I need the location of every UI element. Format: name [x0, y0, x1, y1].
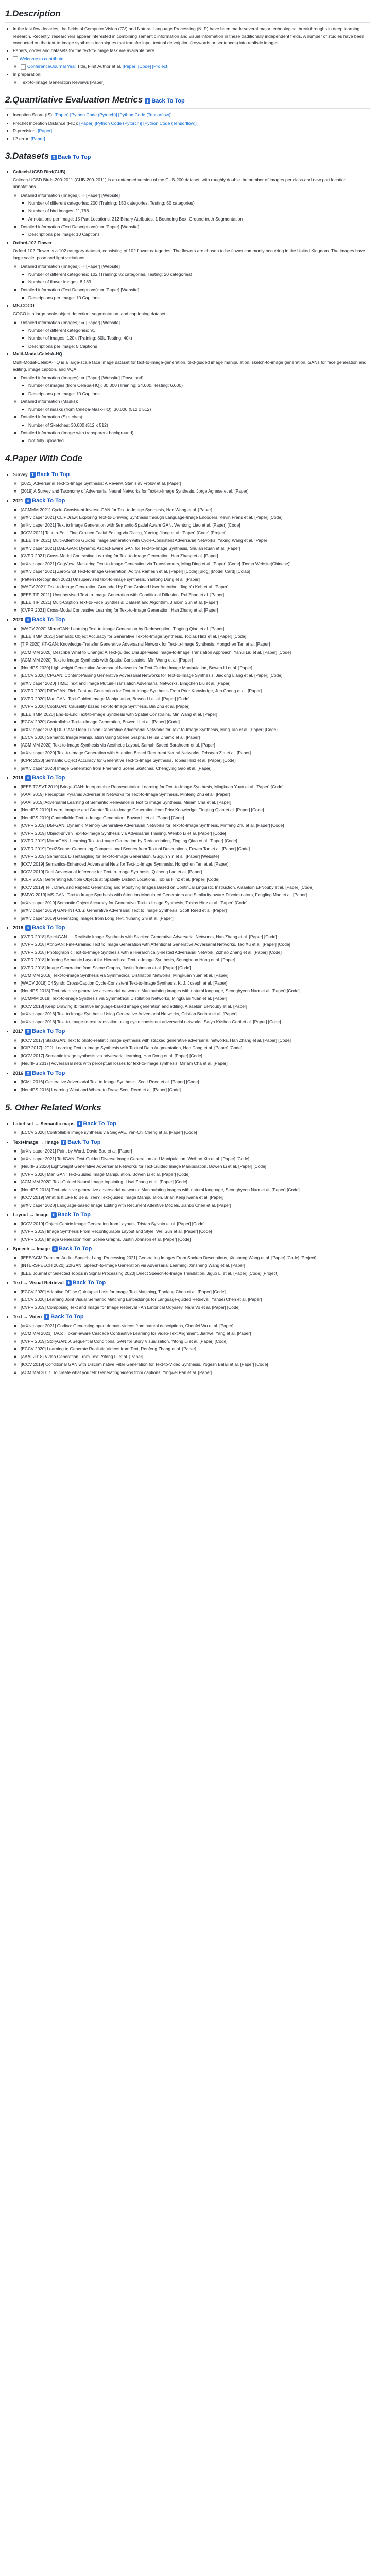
year-group-2018	[13, 924, 370, 1025]
back-to-top-button[interactable]: ⬆ Back To Top	[49, 1212, 91, 1218]
related-item[interactable]: ◦ [ECCV 2020] Learning Joint Visual Semantic Matching Embeddings for Language-guided Retrieval, Yanbei Chen et al. [Paper]	[21, 1296, 370, 1303]
paper-item[interactable]: ◦ [ACMMM 2021] Cycle-Consistent Inverse GAN for Text-to-Image Synthesis, Hao Wang et al. [Paper]	[21, 506, 370, 513]
paper-item[interactable]: ◦ [ACM MM 2020] Text-to-Image Synthesis via Aesthetic Layout, Samah Saeed Baraheem et al. [Paper]	[21, 742, 370, 749]
year-heading	[13, 924, 370, 933]
paper-item[interactable]: ◦ [NeurIPS 2016] Learning What and Where to Draw, Scott Reed et al. [Paper] [Code]	[21, 1087, 370, 1093]
description-paragraph: • In the last few decades, the fields of Computer Vision (CV) and Natural Language Processing (NLP) have been made several major technological breakthroughs in deep learning research. Recently, researchers appear interested in combining semantic information and visual information in these traditionally independent fields. A number of studies have been conducted on the text-to-image synthesis techniques that transfer input textual description (keywords or sentences) into realistic images.	[13, 26, 370, 46]
format-links[interactable]: [Paper] [Code] [Project]	[122, 63, 169, 69]
paper-item[interactable]: ◦ [ICCV 2021] Talk-to-Edit: Fine-Grained Facial Editing via Dialog, Yuming Jiang et al. [Paper] [Code] [Project]	[21, 530, 370, 536]
related-group	[13, 1313, 370, 1376]
paper-item[interactable]: ◦ [NeurIPS 2020] Lightweight Generative Adversarial Networks for Text-Guided Image Manipulation, Bowen Li et al. [Paper]	[21, 665, 370, 671]
related-item[interactable]: ◦ [CVPR 2019] Composing Text and Image for Image Retrieval - An Empirical Odyssey, Nam Vo et al. [Paper] [Code]	[21, 1304, 370, 1311]
related-item[interactable]: ◦ [ECCV 2020] Adaptive Offline Quintuplet Loss for Image-Text Matching, Tianlang Chen et al. [Paper] [Code]	[21, 1289, 370, 1295]
paper-item[interactable]: ◦ [CVPR 2018] Inferring Semantic Layout for Hierarchical Text-to-Image Synthesis, Seunghoon Hong et al. [Paper]	[21, 957, 370, 963]
related-item[interactable]: ◦ [arXiv paper 2021] Paint by Word, David Bau et al. [Paper]	[21, 1148, 370, 1155]
paper-item[interactable]: ◦ [ECCV 2020] CPGAN: Content-Parsing Generative Adversarial Networks for Text-to-Image Synthesis, Jiadong Liang et al. [Paper] [Code]	[21, 672, 370, 679]
related-group	[13, 1138, 370, 1209]
paper-item[interactable]: ◦ [arXiv paper 2020] TIME: Text and Image Mutual-Translation Adversarial Networks, Bingchen Liu et al. [Paper]	[21, 680, 370, 687]
datasets-heading: 3.Datasets⬆ Back To Top	[5, 149, 370, 165]
related-item[interactable]: ◦ [INTERSPEECH 2020] S2IGAN: Speech-to-Image Generation via Adversarial Learning, Xinsheng Wang et al. [Paper]	[21, 1262, 370, 1269]
paper-item[interactable]: ◦ [arXiv paper 2020] Image Generation from Freehand Scene Sketches, Chengying Gao et al. [Paper]	[21, 765, 370, 772]
paper-item[interactable]: ◦ [CVPR 2020] RiFeGAN: Rich Feature Generation for Text-to-Image Synthesis From Prior Knowledge, Jun Cheng et al. [Paper]	[21, 688, 370, 694]
paper-item[interactable]: ◦ [arXiv paper 2021] CLIPDraw: Exploring Text-to-Drawing Synthesis through Language-Image Encoders, Kevin Frans et al. [Paper] [Code]	[21, 514, 370, 521]
year-heading	[13, 616, 370, 624]
preparation-item: • In preparation: ◦ Text-to-Image Generation Reviews [Paper]	[13, 71, 370, 86]
related-group	[13, 1245, 370, 1277]
metric-item: • R-precision: [Paper]	[13, 128, 370, 134]
metric-links[interactable]: [Paper]	[30, 136, 45, 142]
paper-item[interactable]: ◦ [ICML 2016] Generative Adversarial Text to Image Synthesis, Scott Reed et al. [Paper] [Code]	[21, 1079, 370, 1086]
metric-item: • Fréchet Inception Distance (FID): [Paper] [Python Code (Pytorch)] [Python Code (Tensorflow)]	[13, 120, 370, 127]
paper-item[interactable]: ◦ [IEEE TCSVT 2019] Bridge-GAN: Interpretable Representation Learning for Text-to-Image Synthesis, Mingkuan Yuan et al. [Paper] [Code]	[21, 784, 370, 790]
related-group-label: Layout → Image	[13, 1212, 49, 1218]
paper-item[interactable]: ◦ [ICIP 2017] I2T2I: Learning Text to Image Synthesis with Textual Data Augmentation, Hao Dong et al. [Paper] [Code]	[21, 1045, 370, 1052]
papers-heading: 4.Paper With Code	[5, 452, 370, 467]
back-to-top-button[interactable]: ⬆ Back To Top	[64, 1280, 106, 1286]
related-group-label: Speech → Image	[13, 1246, 50, 1252]
back-to-top-button[interactable]: ⬆ Back To Top	[23, 925, 65, 931]
paper-item[interactable]: ◦ [ACMMM 2018] Text-to-image Synthesis via Symmetrical Distillation Networks, Mingkuan Yuan et al. [Paper]	[21, 995, 370, 1002]
paper-item[interactable]: ◦ [ICCV 2019] Dual Adversarial Inference for Text-to-Image Synthesis, Qicheng Lao et al. [Paper]	[21, 869, 370, 875]
paper-item[interactable]: ◦ [CVPR 2018] StackGAN++: Realistic Image Synthesis with Stacked Generative Adversarial Networks, Han Zhang et al. [Paper] [Code]	[21, 934, 370, 940]
paper-item[interactable]: ◦ [CVPR 2021] Cross-Modal Contrastive Learning for Text-to-Image Generation, Han Zhang et al. [Paper]	[21, 607, 370, 614]
year-heading	[13, 1027, 370, 1036]
paper-item[interactable]: ◦ [ACM MM 2018] Text-to-image Synthesis via Symmetrical Distillation Networks, Mingkuan Yuan et al. [Paper]	[21, 972, 370, 979]
paper-item[interactable]: ◦ [ICCV 2017] Semantic image synthesis via adversarial learning, Hao Dong et al. [Paper] [Code]	[21, 1053, 370, 1059]
format-text: Title, First Author et al.	[76, 63, 122, 69]
paper-item[interactable]: ◦ [WACV 2021] Text-to-Image Generation Grounded by Fine-Grained User Attention, Jing Yu Koh et al. [Paper]	[21, 584, 370, 590]
datasets-list	[5, 168, 370, 445]
related-item[interactable]: ◦ [ICCV 2019] Object-Centric Image Generation from Layouts, Tristan Sylvain et al. [Paper] [Code]	[21, 1221, 370, 1227]
related-list	[5, 1120, 370, 1376]
metric-links[interactable]: [Paper]	[38, 128, 52, 133]
paper-item[interactable]: ◦ [IEEE TIP 2021] Multi-Caption Text-to-Face Synthesis: Dataset and Algorithm, Jianxin Sun et al. [Paper]	[21, 599, 370, 606]
paper-item[interactable]: ◦ [CVPR 2021] Cross-Modal Contrastive Learning for Text-to-Image Generation, Han Zhang et al. [Paper]	[21, 553, 370, 560]
related-item[interactable]: ◦ [arXiv paper 2021] Godiva: Generating open-domain videos from natural descriptions, Chenfei Wu et al. [Paper]	[21, 1323, 370, 1329]
related-item[interactable]: ◦ [CVPR 2020] ManiGAN: Text-Guided Image Manipulation, Bowen Li et al. [Paper] [Code]	[21, 1171, 370, 1178]
paper-item[interactable]: ◦ [NeurIPS 2018] Text-adaptive generative adversarial networks: Manipulating images with natural language, Seonghyeon Nam et al. [Paper] [Code]	[21, 988, 370, 994]
welcome-badge-icon	[13, 56, 18, 61]
related-item[interactable]: ◦ [NeurIPS 2020] Lightweight Generative Adversarial Networks for Text-Guided Image Manipulation, Bowen Li et al. [Paper] [Code]	[21, 1163, 370, 1170]
related-group-label: Text → Visual Retrieval	[13, 1280, 64, 1286]
readme-document	[0, 7, 379, 1376]
metric-item: • Inception Score (IS): [Paper] [Python Code (Pytorch)] [Python Code (Tensorflow)]	[13, 112, 370, 118]
year-label: 2017	[13, 1029, 24, 1035]
paper-item[interactable]: ◦ [ECCV 2020] Semantic Image Manipulation Using Scene Graphs, Helisa Dhamo et al. [Paper]	[21, 734, 370, 741]
paper-item[interactable]: ◦ [ACM MM 2020] Text-to-Image Synthesis with Spatial Constraints, Min Wang et al. [Paper]	[21, 657, 370, 664]
back-to-top-button[interactable]: ⬆ Back To Top	[49, 154, 91, 160]
dataset-mscoco: • MS-COCO COCO is a large-scale object detection, segmentation, and captioning dataset. ◦ Detailed information (Images): ⇒ [Paper] [Website] ▪ Number of different categories: 91 ▪ Number of images: 120k (Training: 80k. Testing: 40k) ▪ Descriptions per image: 5 Captions	[13, 302, 370, 350]
survey-item[interactable]: ◦ [2019] A Survey and Taxonomy of Adversarial Neural Networks for Text-to-Image Synthesis, Jorge Agnese et al. [Paper]	[21, 488, 370, 495]
related-group-label: Label-set → Semantic maps	[13, 1121, 75, 1126]
back-to-top-button[interactable]: ⬆ Back To Top	[23, 1070, 65, 1076]
paper-item[interactable]: ◦ [BMVC 2019] MS-GAN: Text to Image Synthesis with Attention-Modulated Generators and Similarity-aware Discriminators, Fengling Mao et al. [Paper]	[21, 892, 370, 899]
paper-item[interactable]: ◦ [arXiv paper 2018] Text to Image Synthesis Using Generative Adversarial Networks, Cristian Bodnar et al. [Paper]	[21, 1011, 370, 1018]
paper-item[interactable]: ◦ [WACV 2018] C4Synth: Cross-Caption Cycle-Consistent Text-to-Image Synthesis, K. J. Joseph et al. [Paper]	[21, 980, 370, 987]
paper-item[interactable]: ◦ [arXiv paper 2021] CogView: Mastering Text-to-Image Generation via Transformers, Ming Ding et al. [Paper] [Code] [Demo Website(Chinese)]	[21, 561, 370, 567]
related-item[interactable]: ◦ [CVPR 2019] StoryGAN: A Sequential Conditional GAN for Story Visualization, Yitong Li et al. [Paper] [Code]	[21, 1338, 370, 1345]
year-label: 2020	[13, 617, 24, 623]
paper-item[interactable]: ◦ [CVPR 2019] Text2Scene: Generating Compositional Scenes from Textual Descriptions, Fuwen Tan et al. [Paper] [Code]	[21, 845, 370, 852]
back-to-top-button[interactable]: ⬆ Back To Top	[28, 471, 70, 478]
paper-item[interactable]: ◦ [CVPR 2020] CookGAN: Causality based Text-to-Image Synthesis, Bin Zhu et al. [Paper]	[21, 703, 370, 710]
related-item[interactable]: ◦ [AAAI 2018] Video Generation From Text, Yitong Li et al. [Paper]	[21, 1353, 370, 1360]
related-item[interactable]: ◦ [arXiv paper 2021] TediGAN: Text-Guided Diverse Image Generation and Manipulation, Weihao Xia et al. [Paper] [Code]	[21, 1156, 370, 1162]
year-group-2017	[13, 1027, 370, 1067]
back-to-top-button[interactable]: ⬆ Back To Top	[23, 1028, 65, 1035]
related-item[interactable]: ◦ [ECCV 2020] Learning to Generate Realistic Videos from Text, Renfeng Zhang et al. [Paper]	[21, 1346, 370, 1352]
dataset-cub: • Caltech-UCSD Bird(CUB) Caltech-UCSD Birds-200-2011 (CUB-200-2011) is an extended version of the CUB-200 dataset, with roughly double the number of images per class and new part location annotations. ◦ Detailed information (Images): ⇒ [Paper] [Website] ▪ Number of different categories: 200 (Training: 150 categories. Testing: 50 categories) ▪ Number of bird images: 11,788 ▪ Annotations per image: 15 Part Locations, 312 Binary Attributes, 1 Bounding Box, Ground-truth Segmentation ◦ Detailed information (Text Descriptions): ⇒ [Paper] [Website] ▪ Descriptions per image: 10 Captions	[13, 168, 370, 239]
survey-item[interactable]: ◦ [2021] Adversarial Text-to-Image Synthesis: A Review, Stanislav Frolov et al. [Paper]	[21, 480, 370, 487]
paper-item[interactable]: ◦ [arXiv paper 2019] Generating Images from Long Text, Yuhang Shi et al. [Paper]	[21, 915, 370, 922]
metric-links[interactable]: [Paper] [Python Code (Pytorch)] [Python Code (Tensorflow)]	[79, 120, 197, 126]
paper-item[interactable]: ◦ [Pattern Recognition 2021] Unsupervised text-to-image synthesis, Yanlong Dong et al. [Paper]	[21, 576, 370, 583]
year-label: 2016	[13, 1071, 24, 1076]
paper-item[interactable]: ◦ [CVPR 2019] Object-driven Text-to-Image Synthesis via Adversarial Training, Wenbo Li et al. [Paper] [Code]	[21, 830, 370, 837]
back-to-top-button[interactable]: ⬆ Back To Top	[75, 1121, 116, 1127]
paper-item[interactable]: ◦ [IEEE TMM 2020] End-to-End Text-to-Image Synthesis with Spatial Constrains, Min Wang et al. [Paper]	[21, 711, 370, 718]
metric-links[interactable]: [Paper] [Python Code (Pytorch)] [Python Code (Tensorflow)]	[54, 112, 172, 118]
back-to-top-button[interactable]: ⬆ Back To Top	[23, 775, 65, 781]
related-item[interactable]: ◦ [CVPR 2019] Image Synthesis From Reconfigurable Layout and Style, Wei Sun et al. [Paper] [Code]	[21, 1228, 370, 1235]
back-to-top-button[interactable]: ⬆ Back To Top	[143, 98, 184, 104]
format-label: Conference/Journal Year	[27, 63, 76, 69]
welcome-link[interactable]: Welcome to contribute!	[20, 56, 65, 61]
year-label: 2019	[13, 775, 24, 781]
year-heading	[13, 774, 370, 783]
welcome-list	[5, 56, 370, 86]
paper-item[interactable]: ◦ [arXiv paper 2019] Semantic Object Accuracy for Generative Text-to-Image Synthesis, Tobias Hinz et al. [Paper] [Code]	[21, 900, 370, 906]
paper-item[interactable]: ◦ [CVPR 2020] ManiGAN: Text-Guided Image Manipulation, Bowen Li et al. [Paper] [Code]	[21, 696, 370, 702]
paper-item[interactable]: ◦ [NeurIPS 2019] Controllable Text-to-Image Generation, Bowen Li et al. [Paper] [Code]	[21, 815, 370, 821]
paper-item[interactable]: ◦ [TIP 2020] KT-GAN: Knowledge-Transfer Generative Adversarial Network for Text-to-Image Synthesis, Hongchen Tan et al. [Paper]	[21, 641, 370, 648]
paper-item[interactable]: ◦ [IEEE TIP 2021] Multi-Attention Guided Image Generation with Cycle-Consistent Adversarial Networks, Yaxing Wang et al. [Paper]	[21, 537, 370, 544]
related-item[interactable]: ◦ [ICCV 2019] Conditional GAN with Discriminative Filter Generation for Text-to-Video Synthesis, Yogesh Balaji et al. [Paper] [Code]	[21, 1361, 370, 1368]
paper-item[interactable]: ◦ [ICCV 2019] Tell, Draw, and Repeat: Generating and Modifying Images Based on Continual Linguistic Instruction, Alaaeldin El-Nouby et al. [Paper] [Code]	[21, 884, 370, 891]
back-to-top-button[interactable]: ⬆ Back To Top	[23, 617, 65, 623]
papers-list	[5, 470, 370, 1093]
related-group	[13, 1211, 370, 1243]
related-item[interactable]: ◦ [IEEE Journal of Selected Topics in Signal Processing 2020] Direct Speech-to-Image Translation, Jiguo Li et al. [Paper] [Code] [Project]	[21, 1270, 370, 1277]
paper-item[interactable]: ◦ [AAAI 2019] Perceptual Pyramid Adversarial Networks for Text-to-Image Synthesis, Minfeng Zhu et al. [Paper]	[21, 791, 370, 798]
year-heading	[13, 497, 370, 505]
paper-item[interactable]: ◦ [WACV 2020] MirrorGAN: Learning Text-to-image Generation by Redescription, Tingting Qiao et al. [Paper]	[21, 625, 370, 632]
paper-item[interactable]: ◦ [CVPR 2018] AttnGAN: Fine-Grained Text to Image Generation with Attentional Generative Adversarial Networks, Tao Xu et al. [Paper] [Code]	[21, 941, 370, 948]
paper-item[interactable]: ◦ [CVPR 2018] Image Generation from Scene Graphs, Justin Johnson et al. [Paper] [Code]	[21, 964, 370, 971]
preparation-review[interactable]: ◦ Text-to-Image Generation Reviews [Paper]	[21, 79, 370, 86]
paper-item[interactable]: ◦ [ICCV 2018] Keep Drawing It: Iterative language-based image generation and editing, Alaaeldin El-Nouby et al. [Paper]	[21, 1003, 370, 1010]
dataset-celeba: • Multi-Modal-CelebA-HQ Multi-Modal-CelebA-HQ is a large-scale face image dataset for text-to-image-generation, text-guided image manipulation, sketch-to-image generation, GANs for face generation and editing, image caption, and VQA. ◦ Detailed information (Images): ⇒ [Paper] [Website] [Download] ▪ Number of images (from Celeba-HQ): 30,000 (Training: 24,000. Testing: 6,000) ▪ Descriptions per image: 10 Captions ◦ Detailed information (Masks): ▪ Number of masks (from Celeba-Mask-HQ): 30,000 (512 x 512) ◦ Detailed information (Sketches): ▪ Number of Sketches: 30,000 (512 x 512) ◦ Detailed information (Image with transparent background): ▪ Not fully uploaded	[13, 351, 370, 445]
year-label: 2018	[13, 925, 24, 931]
paper-item[interactable]: ◦ [CVPR 2019] Semantics Disentangling for Text-to-Image Generation, Guojun Yin et al. [Paper] [Website]	[21, 853, 370, 860]
paper-item[interactable]: ◦ [arXiv paper 2021] Text to Image Generation with Semantic-Spatial Aware GAN, Wentong Liao et al. [Paper] [Code]	[21, 522, 370, 529]
year-group-2019	[13, 774, 370, 922]
paper-item[interactable]: ◦ [AAAI 2019] Adversarial Learning of Semantic Relevance in Text to Image Synthesis, Miriam Cha et al. [Paper]	[21, 799, 370, 806]
paper-item[interactable]: ◦ [arXiv paper 2021] Zero-Shot Text-to-Image Generation, Aditya Ramesh et al. [Paper] [Code] [Blog] [Model Card] [Colab]	[21, 568, 370, 575]
paper-item[interactable]: ◦ [arXiv paper 2020] Text-to-Image Generation with Attention Based Recurrent Neural Networks, Tehseen Zia et al. [Paper]	[21, 750, 370, 756]
welcome-item	[13, 56, 370, 71]
back-to-top-button[interactable]: ⬆ Back To Top	[23, 498, 65, 504]
year-heading	[13, 1069, 370, 1078]
related-heading: 5. Other Related Works	[5, 1101, 370, 1116]
year-group-2016	[13, 1069, 370, 1093]
survey-group: • Survey⬆ Back To Top ◦ [2021] Adversarial Text-to-Image Synthesis: A Review, Stanislav Frolov et al. [Paper] ◦ [2019] A Survey and Taxonomy of Adversarial Neural Networks for Text-to-Image Synthesis, Jorge Agnese et al. [Paper]	[13, 470, 370, 495]
related-group	[13, 1279, 370, 1311]
format-badge-icon	[21, 64, 26, 70]
related-item[interactable]: ◦ [CVPR 2018] Image Generation from Scene Graphs, Justin Johnson et al. [Paper] [Code]	[21, 1236, 370, 1243]
paper-item[interactable]: ◦ [ECCV 2020] Controllable Text-to-Image Generation, Bowen Li et al. [Paper] [Code]	[21, 719, 370, 725]
related-item[interactable]: ◦ [ACM MM 2021] TACo: Token-aware Cascade Contrastive Learning for Video-Text Alignment, Jianwei Yang et al. [Paper]	[21, 1330, 370, 1337]
paper-item[interactable]: ◦ [NeurIPS 2019] Learn, Imagine and Create: Text-to-Image Generation from Prior Knowledge, Tingting Qiao et al. [Paper] [Code]	[21, 807, 370, 814]
related-item[interactable]: ◦ [IEEE/ACM Trans on Audio, Speech, Lang. Processing 2021] Generating Images From Spoken Descriptions, Xinsheng Wang et al. [Paper] [Code] [Project]	[21, 1255, 370, 1261]
metric-item: • L2 error: [Paper]	[13, 135, 370, 142]
paper-item[interactable]: ◦ [IEEE TMM 2020] Semantic Object Accuracy for Generative Text-to-Image Synthesis, Tobias Hinz et al. [Paper] [Code]	[21, 633, 370, 640]
paper-item[interactable]: ◦ [IEEE TIP 2021] Unsupervised Text-to-Image Generation with Conditional Diffusion, Rui Zhao et al. [Paper]	[21, 591, 370, 598]
paper-item[interactable]: ◦ [ICPR 2020] Semantic Object Accuracy for Generative Text-to-Image Synthesis, Tobias Hinz et al. [Paper] [Code]	[21, 757, 370, 764]
paper-item[interactable]: ◦ [arXiv paper 2018] Text-to-image-to-text translation using cycle consistent adversarial networks, Satya Krishna Gorti et al. [Paper] [Code]	[21, 1019, 370, 1025]
metrics-list	[5, 112, 370, 142]
year-group-2021	[13, 497, 370, 614]
paper-item[interactable]: ◦ [arXiv paper 2019] GAN-INT-CLS: Generative Adversarial Text to Image Synthesis, Scott Reed et al. [Paper]	[21, 907, 370, 914]
related-group	[13, 1120, 370, 1136]
related-item[interactable]: ◦ [ECCV 2020] Controllable image synthesis via SegVAE, Yen-Chi Cheng et al. [Paper] [Code]	[21, 1129, 370, 1136]
back-to-top-button[interactable]: ⬆ Back To Top	[59, 1139, 100, 1145]
description-paragraph: • Papers, codes and datasets for the text-to-image task are available here.	[13, 47, 370, 54]
paper-item[interactable]: ◦ [CVPR 2019] DM-GAN: Dynamic Memory Generative Adversarial Networks for Text-to-Image Synthesis, Minfeng Zhu et al. [Paper] [Code]	[21, 822, 370, 829]
back-to-top-button[interactable]: ⬆ Back To Top	[50, 1246, 92, 1252]
year-label: 2021	[13, 498, 24, 504]
description-heading: 1.Description	[5, 7, 370, 23]
paper-item[interactable]: ◦ [arXiv paper 2021] DAE-GAN: Dynamic Aspect-aware GAN for Text-to-Image Synthesis, Shulan Ruan et al. [Paper]	[21, 545, 370, 552]
related-item[interactable]: ◦ [ACM MM 2020] Text-Guided Neural Image Inpainting, Lisai Zhang et al. [Paper] [Code]	[21, 1179, 370, 1185]
related-item[interactable]: ◦ [ICCV 2019] What Is It Like to Be a Tree? Text-guided Image Manipulation, Brian Kenji Iwana et al. [Paper]	[21, 1194, 370, 1201]
related-item[interactable]: ◦ [ACM MM 2017] To create what you tell: Generating videos from captions, Yingwei Pan et al. [Paper]	[21, 1369, 370, 1376]
related-item[interactable]: ◦ [arXiv paper 2020] Language-based Image Editing with Recurrent Attentive Models, Jianbo Chen et al. [Paper]	[21, 1202, 370, 1209]
paper-item[interactable]: ◦ [ICCV 2019] Semantics-Enhanced Adversarial Nets for Text-to-Image Synthesis, Hongchen Tan et al. [Paper]	[21, 861, 370, 868]
paper-item[interactable]: ◦ [ICCV 2017] StackGAN: Text to photo-realistic image synthesis with stacked generative adversarial networks, Han Zhang et al. [Paper] [Code]	[21, 1037, 370, 1044]
related-group-label: Text+Image → Image	[13, 1139, 59, 1145]
paper-item[interactable]: ◦ [ACM MM 2020] Describe What to Change: A Text-guided Unsupervised Image-to-Image Translation Approach, Yahui Liu et al. [Paper] [Code]	[21, 649, 370, 656]
related-item[interactable]: ◦ [NeurIPS 2018] Text-adaptive generative adversarial networks: Manipulating images with natural language, Seonghyeon Nam et al. [Paper] [Code]	[21, 1187, 370, 1193]
paper-item[interactable]: ◦ [CVPR 2019] MirrorGAN: Learning Text-to-image Generation by Redescription, Tingting Qiao et al. [Paper] [Code]	[21, 838, 370, 844]
year-group-2020	[13, 616, 370, 771]
metrics-heading: 2.Quantitative Evaluation Metrics⬆ Back To Top	[5, 93, 370, 109]
paper-item[interactable]: ◦ [CVPR 2018] Photographic Text-to-Image Synthesis with a Hierarchically-nested Adversarial Network, Zizhao Zhang et al. [Paper] [Code]	[21, 949, 370, 956]
paper-item[interactable]: ◦ [arXiv paper 2020] DF-GAN: Deep Fusion Generative Adversarial Networks for Text-to-Image Synthesis, Ming Tao et al. [Paper] [Code]	[21, 726, 370, 733]
dataset-oxford: • Oxford-102 Flower Oxford-102 Flower is a 102 category dataset, consisting of 102 flower categories. The flowers are chosen to be flower commonly occurring in the United Kingdom. The images have large scale, pose and light variations. ◦ Detailed information (Images): ⇒ [Paper] [Website] ▪ Number of different categories: 102 (Training: 82 categories. Testing: 20 categories) ▪ Number of flower images: 8,189 ◦ Detailed information (Text Descriptions): ⇒ [Paper] [Website] ▪ Descriptions per image: 10 Captions	[13, 240, 370, 302]
related-group-label: Text → Video	[13, 1314, 42, 1320]
paper-item[interactable]: ◦ [NeurIPS 2017] Adversarial nets with perceptual losses for text-to-image synthesis, Miriam Cha et al. [Paper]	[21, 1060, 370, 1067]
description-list	[5, 26, 370, 54]
back-to-top-button[interactable]: ⬆ Back To Top	[42, 1314, 83, 1320]
format-example	[21, 63, 370, 70]
paper-item[interactable]: ◦ [ICLR 2019] Generating Multiple Objects at Spatially Distinct Locations, Tobias Hinz et al. [Paper] [Code]	[21, 876, 370, 883]
